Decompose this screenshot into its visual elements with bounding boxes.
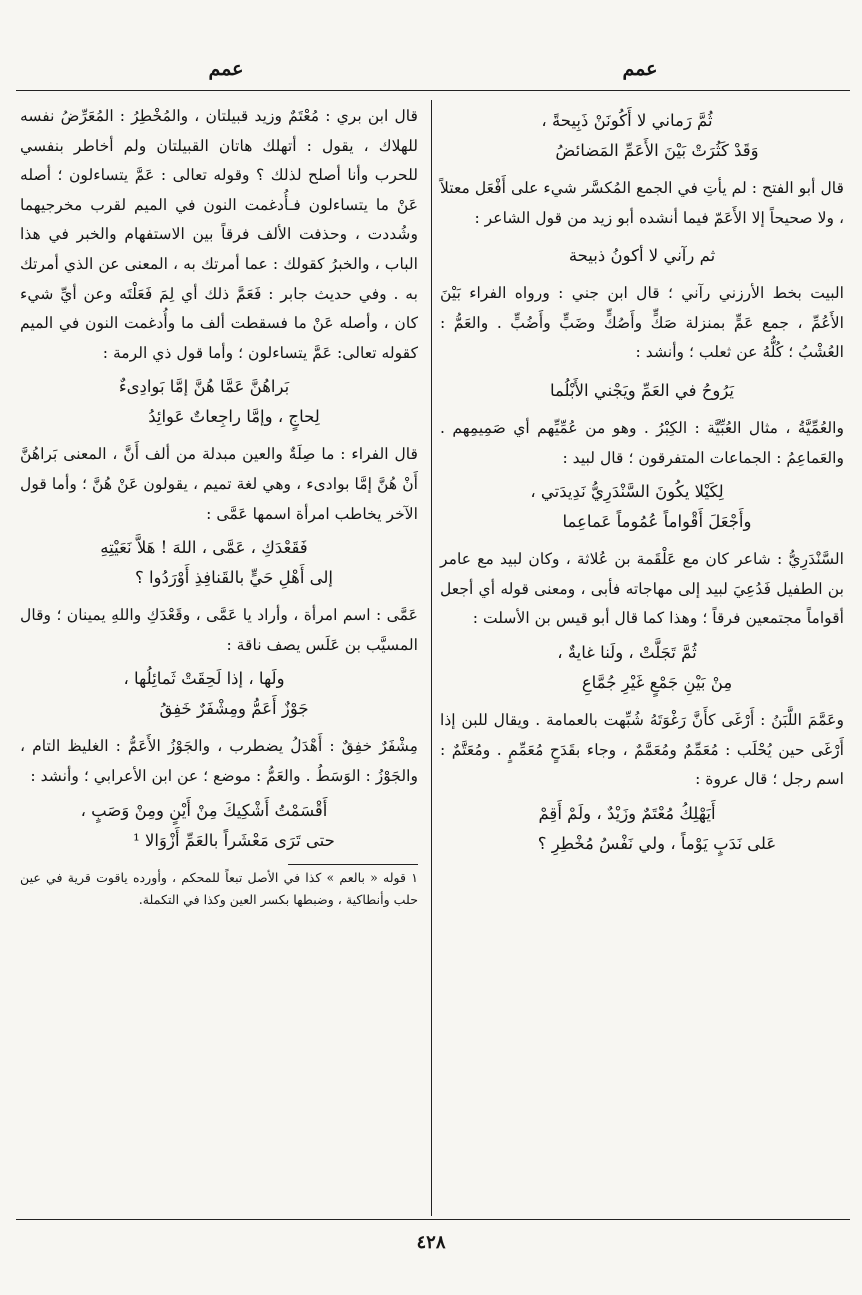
- verse-line: أَيَهْلِكُ مُعْتَمٌ وزَيْدٌ ، ولَمْ أَقِمْ: [538, 803, 716, 823]
- page-number: ٤٢٨: [416, 1232, 446, 1253]
- column-divider: [431, 100, 432, 1216]
- verse-line: إلى أَهْلِ حَيٍّ بالقَنافِذِ أَوْرَدُوا ؟: [134, 568, 334, 588]
- paragraph: وعَمَّمَ اللَّبَنُ : أَرْغَى كأَنَّ رَغْوَتَهُ شُبِّهت بالعمامة . ويقال للبن إذا أَرْغَى حين يُحْلَب : مُعَمِّمٌ ومُعَمَّمٌ ، وجاء بقَدَحٍ مُعَمِّمٍ . ومُعَتَّمٌ : اسم رجل ؛ قال عروة :: [440, 710, 844, 789]
- verse-line: ولَها ، إذا لَحِقَتْ ثَمائِلُها ،: [123, 669, 285, 689]
- headword-left: عمم: [208, 58, 244, 80]
- verse: [20, 372, 418, 432]
- verse-line: ثم رآني لا أكونُ ذبيحة: [568, 246, 716, 266]
- paragraph: عَمَّى : اسم امرأة ، وأراد يا عَمَّى ، وقَعْدَكِ واللهِ يمينان ؛ وقال المسيَّب بن عَلَس يصف ناقة :: [20, 606, 418, 654]
- paragraph: قال الفراء : ما صِلَةٌ والعين مبدلة من ألف أَنَّ ، المعنى بَراهُنَّ أَنْ هُنَّ إمَّا بوادىء ، وهي لغة تميم ، يقولون عَنْ هُنَّ ؛ وأما قول الآخر يخاطب امرأة اسمها عَمَّى :: [20, 445, 418, 523]
- right-column: [440, 102, 844, 867]
- page-header: [0, 58, 862, 92]
- verse-line: أَقْسَمْتُ أَشْكِيكَ مِنْ أَيْنٍ ومِنْ وَصَبٍ ،: [80, 800, 328, 820]
- paragraph: مِشْفَرٌ خفِقٌ : أَهْدَلُ يضطرب ، والجَوْزُ الأَعَمُّ : الغليظ التام ، والجَوْزُ : الوَسَطُ . والعَمُّ : موضع ؛ عن ابن الأعرابي ؛ وأنشد :: [20, 737, 418, 785]
- verse-line: جَوْزٌ أَعَمُّ ومِشْفَرٌ خَفِقُ: [159, 699, 309, 719]
- verse: [20, 664, 418, 724]
- verse: [440, 477, 844, 537]
- verse-line: ثُمَّ تَجَلَّتْ ، ولَنا غايةٌ ،: [557, 642, 697, 662]
- left-column: [20, 102, 418, 911]
- footnote: ١ قوله « بالعم » كذا في الأصل تبعاً للمحكم ، وأورده ياقوت قرية في عين حلب وأنطاكية ، وضبطها بكسر العين وكذا في التكملة.: [20, 869, 418, 907]
- verse-line: حتى تَرَى مَعْشَراً بالعَمِّ أَزْوَالا ¹: [133, 830, 335, 850]
- verse: [20, 533, 418, 593]
- verse-line: لِكَيْلا يكُونَ السَّنْدَرِيُّ نَدِيدَتي ،: [530, 482, 724, 502]
- top-rule: [16, 90, 850, 91]
- verse-line: وأَجْعَلَ أَقْواماً عُمُوماً عَماعِما: [562, 512, 752, 532]
- verse-line: وَقَدْ كَثُرَتْ بَيْنَ الأَعَمِّ المَضائضُ: [555, 141, 759, 160]
- verse-line: لِحاجٍ ، وإمَّا راجِعاتٌ عَوائِدُ: [148, 407, 320, 427]
- verse-line: ثُمَّ رَماني لا أَكُونَنْ ذَبِيحةً ،: [541, 111, 713, 130]
- paragraph: السَّنْدَرِيُّ : شاعر كان مع عَلْقَمة بن عُلاثة ، وكان لبيد مع عامر بن الطفيل فَدُعِيَ لبيد إلى مهاجاته فأبى ، ومعنى قوله أي أجعل أقواماً مجتمعين فرقاً ؛ وهذا كما قال أبو قيس بن الأسلت :: [440, 550, 844, 628]
- verse: [440, 638, 844, 698]
- verse-line: بَراهُنَّ عَمَّا هُنَّ إمَّا بَوادِىءٌ: [118, 377, 290, 397]
- verse-line: مِنْ بَيْنِ جَمْعٍ غَيْرِ جُمَّاعِ: [581, 672, 733, 692]
- verse: [20, 796, 418, 856]
- paragraph: قال ابن بري : مُعْتَمٌ وزيد قبيلتان ، والمُخْطِرُ : المُعَرِّضُ نفسه للهلاك ، يقول : أتهلك هاتان القبيلتان ولم أخاطر بنفسي للحرب وأنا أصلح لذلك ؟ وقوله تعالى : عَمَّ يتساءلون ؛ أصله عَنْ ما يتساءلون فـأُدغمت النون في الميم لقرب مخرجيهما وشُددت ، وحذفت الألف فرقاً بين الاستفهام والخبر في هذا الباب ، والخبرُ كقولك : عما أمرتك به ، المعنى عن الذي أمرتك به . وفي حديث جابر : فَعَمَّ ذلك أي لِمَ فَعَلْتَه وعن أيِّ شيء كان ، وأصله عَنْ ما فسقطت ألف ما وأُدغمت النون في الميم كقوله تعالى: عَمَّ يتساءلون ؛ وأما قول ذي الرمة :: [20, 107, 418, 362]
- verse: [440, 376, 844, 406]
- verse: [440, 106, 844, 166]
- verse-line: يَرُوحُ في العَمِّ ويَجْني الأَبْلُما: [549, 380, 735, 400]
- verse-line: عَلى نَدَبٍ يَوْماً ، ولي نَفْسُ مُخْطِرِ ؟: [537, 833, 777, 853]
- footnote-rule: [288, 864, 418, 865]
- paragraph: البيت بخط الأرزني رآني ؛ قال ابن جني : ورواه الفراء بَيْنَ الأَعُمِّ ، جمع عَمٍّ بمنزلة صَكٍّ وأَصُكٍّ وضَبٍّ وأَضُبٍّ . والعَمُّ : العُشْبُ ؛ كُلُّهُ عن ثعلب ؛ وأنشد :: [440, 284, 844, 362]
- verse: [440, 799, 844, 859]
- verse-line: فَقَعْدَكِ ، عَمَّى ، اللهَ ! هَلاَّ نَعَيْتِهِ: [100, 538, 308, 558]
- headword-right: عمم: [622, 58, 658, 80]
- verse: [440, 241, 844, 271]
- paragraph: والعُمِّيَّةُ ، مثال العُبِّيَّة : الكِبْرُ . وهو من عُمِّيِّهم أي صَمِيمِهم . والعَماعِمُ : الجماعات المتفرقون ؛ قال لبيد :: [440, 418, 844, 467]
- paragraph: قال أبو الفتح : لم يأتِ في الجمع المُكسَّر شيء على أَفْعَل معتلاً ، ولا صحيحاً إلا الأَعَمّ فيما أنشده أبو زيد من قول الشاعر :: [440, 179, 844, 227]
- bottom-rule: [16, 1219, 850, 1220]
